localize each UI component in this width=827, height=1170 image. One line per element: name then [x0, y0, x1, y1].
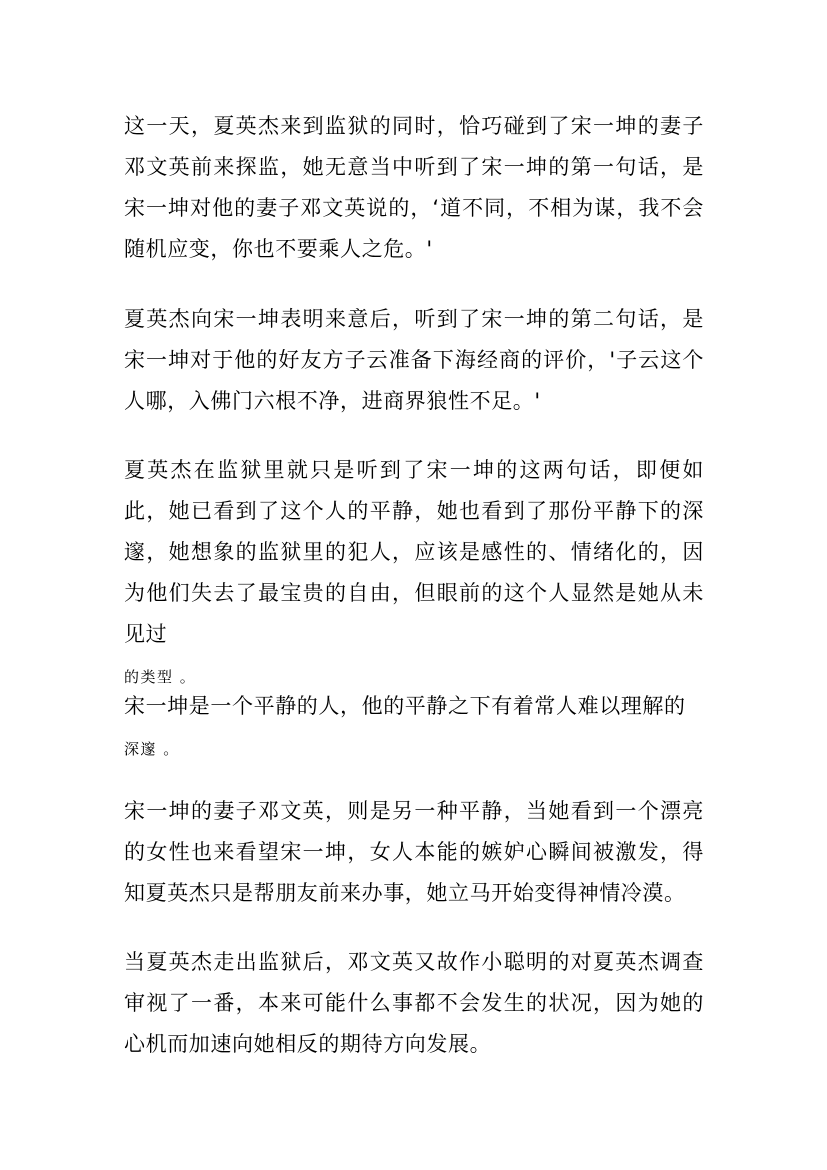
paragraph-5: 宋一坤的妻子邓文英，则是另一种平静，当她看到一个漂亮的女性也来看望宋一坤，女人本能的嫉妒心瞬间被激发，得知夏英杰只是帮朋友前来办事，她立马开始变得神情冷漠。 — [124, 799, 704, 905]
paragraph-4-main: 宋一坤是一个平静的人，他的平静之下有着常人难以理解的 — [124, 694, 686, 718]
paragraph-2: 夏英杰向宋一坤表明来意后，听到了宋一坤的第二句话，是宋一坤对于他的好友方子云准备下海经商的评价，'子云这个人哪，入佛门六根不净，进商界狼性不足。' — [124, 307, 704, 413]
paragraph-4 — [124, 686, 704, 770]
paragraph-6: 当夏英杰走出监狱后，邓文英又故作小聪明的对夏英杰调查审视了一番，本来可能什么事都不会发生的状况，因为她的心机而加速向她相反的期待方向发展。 — [124, 950, 704, 1056]
paragraph-4-tail: 深邃 。 — [124, 740, 180, 758]
paragraph-1: 这一天，夏英杰来到监狱的同时，恰巧碰到了宋一坤的妻子邓文英前来探监，她无意当中听到了宋一坤的第一句话，是宋一坤对他的妻子邓文英说的，‘道不同，不相为谋，我不会随机应变，你也不要乘人之危。' — [124, 114, 704, 261]
paragraph-3 — [124, 450, 704, 698]
paragraph-3-main: 夏英杰在监狱里就只是听到了宋一坤的这两句话，即便如此，她已看到了这个人的平静，她也看到了那份平静下的深邃，她想象的监狱里的犯人，应该是感性的、情绪化的，因为他们失去了最宝贵的自由，但眼前的这个人显然是她从未见过 — [124, 458, 704, 646]
paragraph-3-tail: 的类型 。 — [124, 668, 197, 686]
